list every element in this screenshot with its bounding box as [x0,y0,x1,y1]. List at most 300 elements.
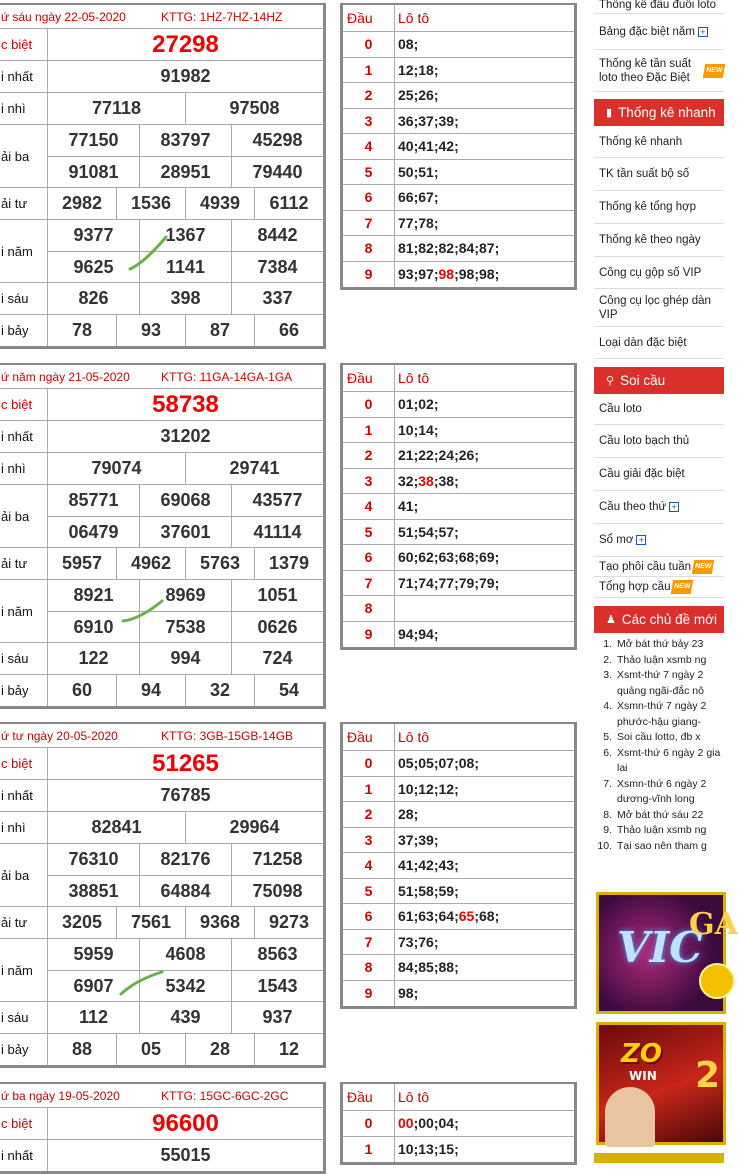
prize-number: 994 [139,643,231,674]
prize-number: 79074 [91,458,142,478]
loto-separator: ; [413,240,419,257]
prize-number: 83797 [139,125,231,156]
sidebar-link[interactable] [594,289,724,327]
kttg-code: KTTG: 3GB-15GB-14GB [161,728,294,743]
prize-number: 78 [71,320,93,340]
result-table [0,722,326,1068]
loto-separator: ; [433,1115,439,1132]
loto-separator: ; [454,1115,459,1132]
loto-number: 12 [438,780,455,797]
loto-number: 41 [418,138,434,155]
loto-number: 12 [418,780,434,797]
loto-number: 64 [438,908,455,925]
prize-values [48,844,323,906]
loto-separator: ; [454,447,459,464]
loto-number: 02 [418,396,434,413]
loto-head-digit: 8 [343,236,395,261]
loto-separator: ; [413,396,419,413]
loto-number: 84 [458,240,475,257]
loto-number: 84 [398,959,414,976]
prize-value-row [48,421,323,452]
prize-number: 4962 [116,548,185,579]
prize-number: 76785 [160,785,211,805]
sidebar-link-label: Thống kê theo ngày [599,234,701,246]
sidebar-section-header [594,606,724,633]
loto-number: 61 [398,908,414,925]
prize-value-row [48,315,323,346]
prize-number: 97508 [185,93,323,124]
loto-separator: ; [413,523,419,540]
loto-head-digit: 9 [343,622,395,648]
prize-row [0,939,323,1002]
prize-number: 8969 [139,580,231,611]
prize-number: 77118 [91,98,142,118]
prize-values [48,1002,323,1033]
sidebar-link-label: Tổng hợp cầu [599,581,671,593]
loto-numbers [395,622,574,648]
prize-label: ải ba [0,485,48,547]
loto-number: 98 [398,985,414,1002]
prize-label: i sáu [0,643,48,674]
prize-values [48,580,323,642]
prize-value-row [48,1140,323,1171]
sidebar-section-title: Các chủ đề mới [621,612,718,627]
prize-number: 54 [254,675,323,706]
loto-number: 79 [479,574,495,591]
loto-header [343,724,574,751]
loto-row [343,185,574,211]
loto-separator: ; [454,780,459,797]
sidebar-link[interactable] [594,50,724,92]
prize-number: 79440 [231,157,323,187]
casino-banner-vic[interactable] [596,892,738,1014]
prize-number: 94 [116,675,185,706]
draw-date[interactable]: ứ sáu ngày 22-05-2020 [1,9,126,24]
sidebar-link[interactable] [594,0,724,14]
result-table [0,1082,326,1174]
sidebar-link-label: Thống kê tổng hợp [599,201,697,213]
prize-value-row [48,780,323,811]
topic-title: Thảo luận xsmb ng [617,824,707,836]
result-header [0,5,323,29]
loto-number: 87 [479,240,495,257]
prize-number: 112 [78,1007,109,1027]
loto-number: 66 [398,189,414,206]
banner-side-text: GA [689,907,738,942]
prize-number: 45298 [231,125,323,156]
prize-number: 2982 [61,193,103,213]
prize-number: 27298 [152,30,219,58]
sidebar-link-label: Loại dàn đặc biệt [599,336,687,349]
sidebar-link-label: Cầu loto [599,403,642,415]
loto-row [343,622,574,648]
topic-item[interactable] [594,823,724,839]
sidebar-link[interactable] [594,257,724,289]
prize-number: 05 [116,1034,185,1065]
loto-numbers [395,904,574,929]
loto-row [343,211,574,237]
prize-number: 41114 [231,517,323,547]
loto-separator: ; [413,780,419,797]
draw-date[interactable]: ứ năm ngày 21-05-2020 [1,369,130,384]
loto-head-digit: 2 [343,443,395,468]
loto-number: 59 [438,882,455,899]
prize-number: 82841 [91,817,142,837]
prize-number: 6907 [73,975,114,996]
prize-number: 5342 [139,971,231,1001]
prize-values [48,548,323,579]
sidebar-link[interactable] [594,491,724,524]
loto-numbers [395,828,574,853]
loto-number: 08 [398,36,414,53]
search-icon: ⚲ [606,375,615,387]
prize-values [48,389,323,420]
prize-number: 06479 [68,521,119,542]
loto-numbers [395,777,574,802]
loto-separator: ; [413,908,419,925]
prize-row [0,453,323,485]
loto-separator: ; [433,908,439,925]
draw-date[interactable]: ứ ba ngày 19-05-2020 [1,1088,120,1103]
prize-number: 9377 [73,225,114,245]
prize-values [48,748,323,779]
loto-numbers [395,930,574,955]
prize-number: 71258 [231,844,323,875]
sidebar-link-label: TK tần suất bộ số [599,168,690,180]
prize-value-row [48,61,323,92]
banner-logo: VIC [617,923,703,972]
sidebar-link[interactable] [594,126,724,158]
prize-number: 66 [254,315,323,346]
loto-separator: ; [433,447,439,464]
prize-row [0,93,323,125]
result-header [0,365,323,389]
loto-number: 05 [418,755,434,772]
topic-item[interactable] [594,730,724,746]
loto-head-digit: 0 [343,1111,395,1136]
loto-separator: ; [413,806,419,823]
prize-number: 122 [78,648,109,668]
prize-row [0,188,323,220]
prize-value-row [48,580,323,611]
prize-value-row [48,251,323,282]
prize-values [48,188,323,219]
prize-number: 7561 [116,907,185,938]
loto-number: 21 [398,447,414,464]
expand-plus-icon[interactable]: + [636,535,646,545]
loto-number: 15 [438,1141,455,1158]
prize-value-row [48,844,323,875]
sidebar-link[interactable] [594,458,724,491]
casino-banner-zowin[interactable] [596,1022,726,1145]
sidebar-link[interactable] [594,524,724,557]
banner-logo-sub: WIN [629,1069,657,1083]
prize-row [0,283,323,315]
prize-value-row [48,1002,323,1033]
loto-header-dau: Đầu [343,5,395,31]
loto-row [343,777,574,803]
banner-figure [605,1087,655,1147]
sidebar-link[interactable] [594,425,724,458]
topic-title: Thảo luận xsmb ng [617,653,707,666]
loto-number: 42 [418,857,434,874]
loto-row [343,494,574,520]
topic-title: Mở bát thứ sáu 22 [617,808,704,821]
prize-label: ải tư [0,188,48,219]
loto-numbers [395,955,574,980]
prize-number: 12 [254,1034,323,1065]
prize-value-row [48,611,323,642]
loto-separator: ; [454,857,459,874]
loto-separator: ; [433,214,439,231]
prize-values [48,61,323,92]
loto-number: 14 [418,421,434,438]
prize-label: i sáu [0,283,48,314]
loto-head-digit: 1 [343,777,395,802]
loto-separator: ; [413,138,419,155]
prize-number: 1543 [231,971,323,1001]
loto-number: 67 [418,189,434,206]
loto-separator: ; [413,933,419,950]
prize-label: i năm [0,939,48,1001]
loto-head-digit: 1 [343,418,395,443]
loto-separator: ; [494,574,500,591]
loto-numbers [395,185,574,210]
loto-number: 00 [398,1115,414,1132]
topic-number: 6. [603,746,612,759]
loto-separator: ; [413,87,419,104]
sidebar-section-header [594,99,724,126]
prize-number: 87 [185,315,254,346]
loto-separator: ; [433,240,439,257]
prize-number: 64884 [139,876,231,906]
loto-separator: ; [454,755,459,772]
prize-row [0,780,323,812]
loto-header-loto: Lô tô [398,370,430,386]
expand-plus-icon[interactable]: + [698,27,708,37]
loto-number: 94 [398,626,414,643]
loto-header-dau: Đầu [343,724,395,750]
sidebar-link[interactable] [594,14,724,50]
topic-item[interactable] [594,746,724,777]
loto-separator: ; [413,266,419,283]
prize-number: 31202 [160,426,211,446]
prize-number: 82176 [139,844,231,875]
loto-row [343,751,574,777]
loto-head-digit: 0 [343,392,395,417]
prize-label: ải ba [0,844,48,906]
loto-numbers [395,418,574,443]
loto-number: 63 [438,549,455,566]
loto-separator: ; [454,523,459,540]
prize-values [48,812,323,843]
loto-table [340,3,577,290]
sidebar-link[interactable] [594,191,724,224]
topic-title: Xsmn-thứ 6 ngày 2 dương-vĩnh long [617,777,707,805]
loto-row [343,596,574,622]
loto-numbers [395,32,574,57]
topic-title: Xsmt-thứ 6 ngày 2 gia lai [617,746,721,774]
loto-separator: ; [433,396,439,413]
prize-label: i nhất [0,421,48,452]
loto-number: 54 [418,523,434,540]
loto-number: 98 [438,266,455,283]
prize-values [48,283,323,314]
prize-number: 3205 [61,912,103,932]
sidebar-link[interactable] [594,158,724,191]
prize-label: ải tư [0,907,48,938]
sidebar-link[interactable] [594,557,724,577]
loto-row [343,930,574,956]
prize-value-row [48,453,323,484]
topic-item[interactable] [594,637,724,653]
loto-separator: ; [413,959,419,976]
topic-title: Mở bát thứ bảy 23 [617,638,704,650]
prize-number: 88 [71,1039,93,1059]
loto-separator: ; [413,985,419,1002]
loto-separator: ; [413,472,419,489]
topic-item[interactable] [594,653,724,669]
expand-plus-icon[interactable]: + [669,502,679,512]
prize-value-row [48,93,323,124]
loto-separator: ; [494,240,500,257]
loto-separator: ; [413,626,419,643]
loto-number: 79 [458,574,475,591]
draw-date[interactable]: ứ tư ngày 20-05-2020 [1,728,118,743]
prize-number: 7538 [139,612,231,642]
prize-number: 4939 [185,188,254,219]
loto-number: 42 [438,138,455,155]
banner-side-text: 2 [695,1055,721,1096]
loto-number: 07 [438,755,455,772]
prize-number: 9625 [73,256,114,277]
prize-number: 398 [139,283,231,314]
prize-label: i năm [0,580,48,642]
prize-row [0,421,323,453]
loto-number: 38 [438,472,455,489]
prize-label: i nhất [0,1140,48,1171]
prize-row [0,485,323,548]
prize-number: 29741 [185,453,323,484]
loto-number: 39 [438,112,455,129]
loto-number: 94 [418,626,434,643]
new-badge: NEW [671,580,694,594]
sidebar-link[interactable] [594,327,724,359]
loto-separator: ; [433,61,439,78]
prize-number: 91081 [68,161,119,182]
prize-values [48,29,323,60]
loto-numbers [395,494,574,519]
topic-item[interactable] [594,668,724,699]
loto-numbers [395,160,574,185]
prize-values [48,220,323,282]
loto-number: 26 [418,87,434,104]
prize-value-row [48,875,323,906]
loto-head-digit: 3 [343,469,395,494]
topic-number: 4. [603,700,612,712]
prize-row [0,389,323,421]
loto-table [340,1082,577,1165]
prize-label: c biệt [0,29,48,60]
prize-number: 29964 [185,812,323,843]
prize-values [48,315,323,346]
loto-numbers [395,134,574,159]
prize-label: i bảy [0,315,48,346]
loto-number: 71 [398,574,414,591]
prize-number: 91982 [160,66,211,86]
loto-row [343,392,574,418]
loto-separator: ; [413,1141,419,1158]
loto-separator: ; [413,857,419,874]
loto-numbers [395,392,574,417]
loto-number: 73 [398,933,414,950]
prize-row [0,1108,323,1140]
loto-separator: ; [413,189,419,206]
loto-separator: ; [433,626,439,643]
prize-number: 38851 [68,880,119,901]
loto-number: 10 [398,1141,414,1158]
loto-number: 68 [458,549,475,566]
topic-item[interactable] [594,808,724,824]
loto-number: 39 [418,831,434,848]
loto-head-digit: 8 [343,596,395,621]
loto-separator: ; [474,240,479,257]
topic-item[interactable] [594,777,724,808]
prize-value-row [48,29,323,60]
loto-number: 01 [398,396,414,413]
prize-number: 93 [116,315,185,346]
loto-row [343,853,574,879]
loto-number: 77 [438,574,455,591]
loto-head-digit: 9 [343,981,395,1007]
prize-number: 8442 [231,220,323,251]
loto-head-digit: 0 [343,32,395,57]
prize-number: 0626 [231,612,323,642]
sidebar-link[interactable] [594,577,724,598]
topic-item[interactable] [594,839,724,855]
prize-values [48,939,323,1001]
sidebar-link[interactable] [594,394,724,425]
loto-separator: ; [413,882,419,899]
loto-separator: ; [413,421,419,438]
sidebar-section-header [594,367,724,394]
prize-number: 8563 [231,939,323,970]
topic-title: Xsmt-thứ 7 ngày 2 quảng ngãi-đắc nô [617,669,704,697]
loto-separator: ; [454,472,459,489]
loto-row [343,904,574,930]
prize-row [0,220,323,283]
topic-number: 7. [603,777,612,790]
prize-values [48,643,323,674]
topic-item[interactable] [594,699,724,730]
prize-value-row [48,548,323,579]
loto-number: 68 [479,908,495,925]
sidebar-link[interactable] [594,224,724,257]
topic-number: 5. [603,731,612,743]
result-header [0,724,323,748]
loto-header-dau: Đầu [343,365,395,391]
loto-number: 78 [418,214,434,231]
sidebar-link-label: Công cụ gộp số VIP [599,266,702,279]
loto-head-digit: 2 [343,83,395,108]
loto-separator: ; [454,112,459,129]
prize-number: 96600 [152,1109,219,1137]
loto-number: 51 [398,523,414,540]
loto-header [343,5,574,32]
prize-number: 75098 [231,876,323,906]
prize-number: 439 [139,1002,231,1033]
sidebar-link-label: Công cụ lọc ghép dàn VIP [599,294,711,321]
